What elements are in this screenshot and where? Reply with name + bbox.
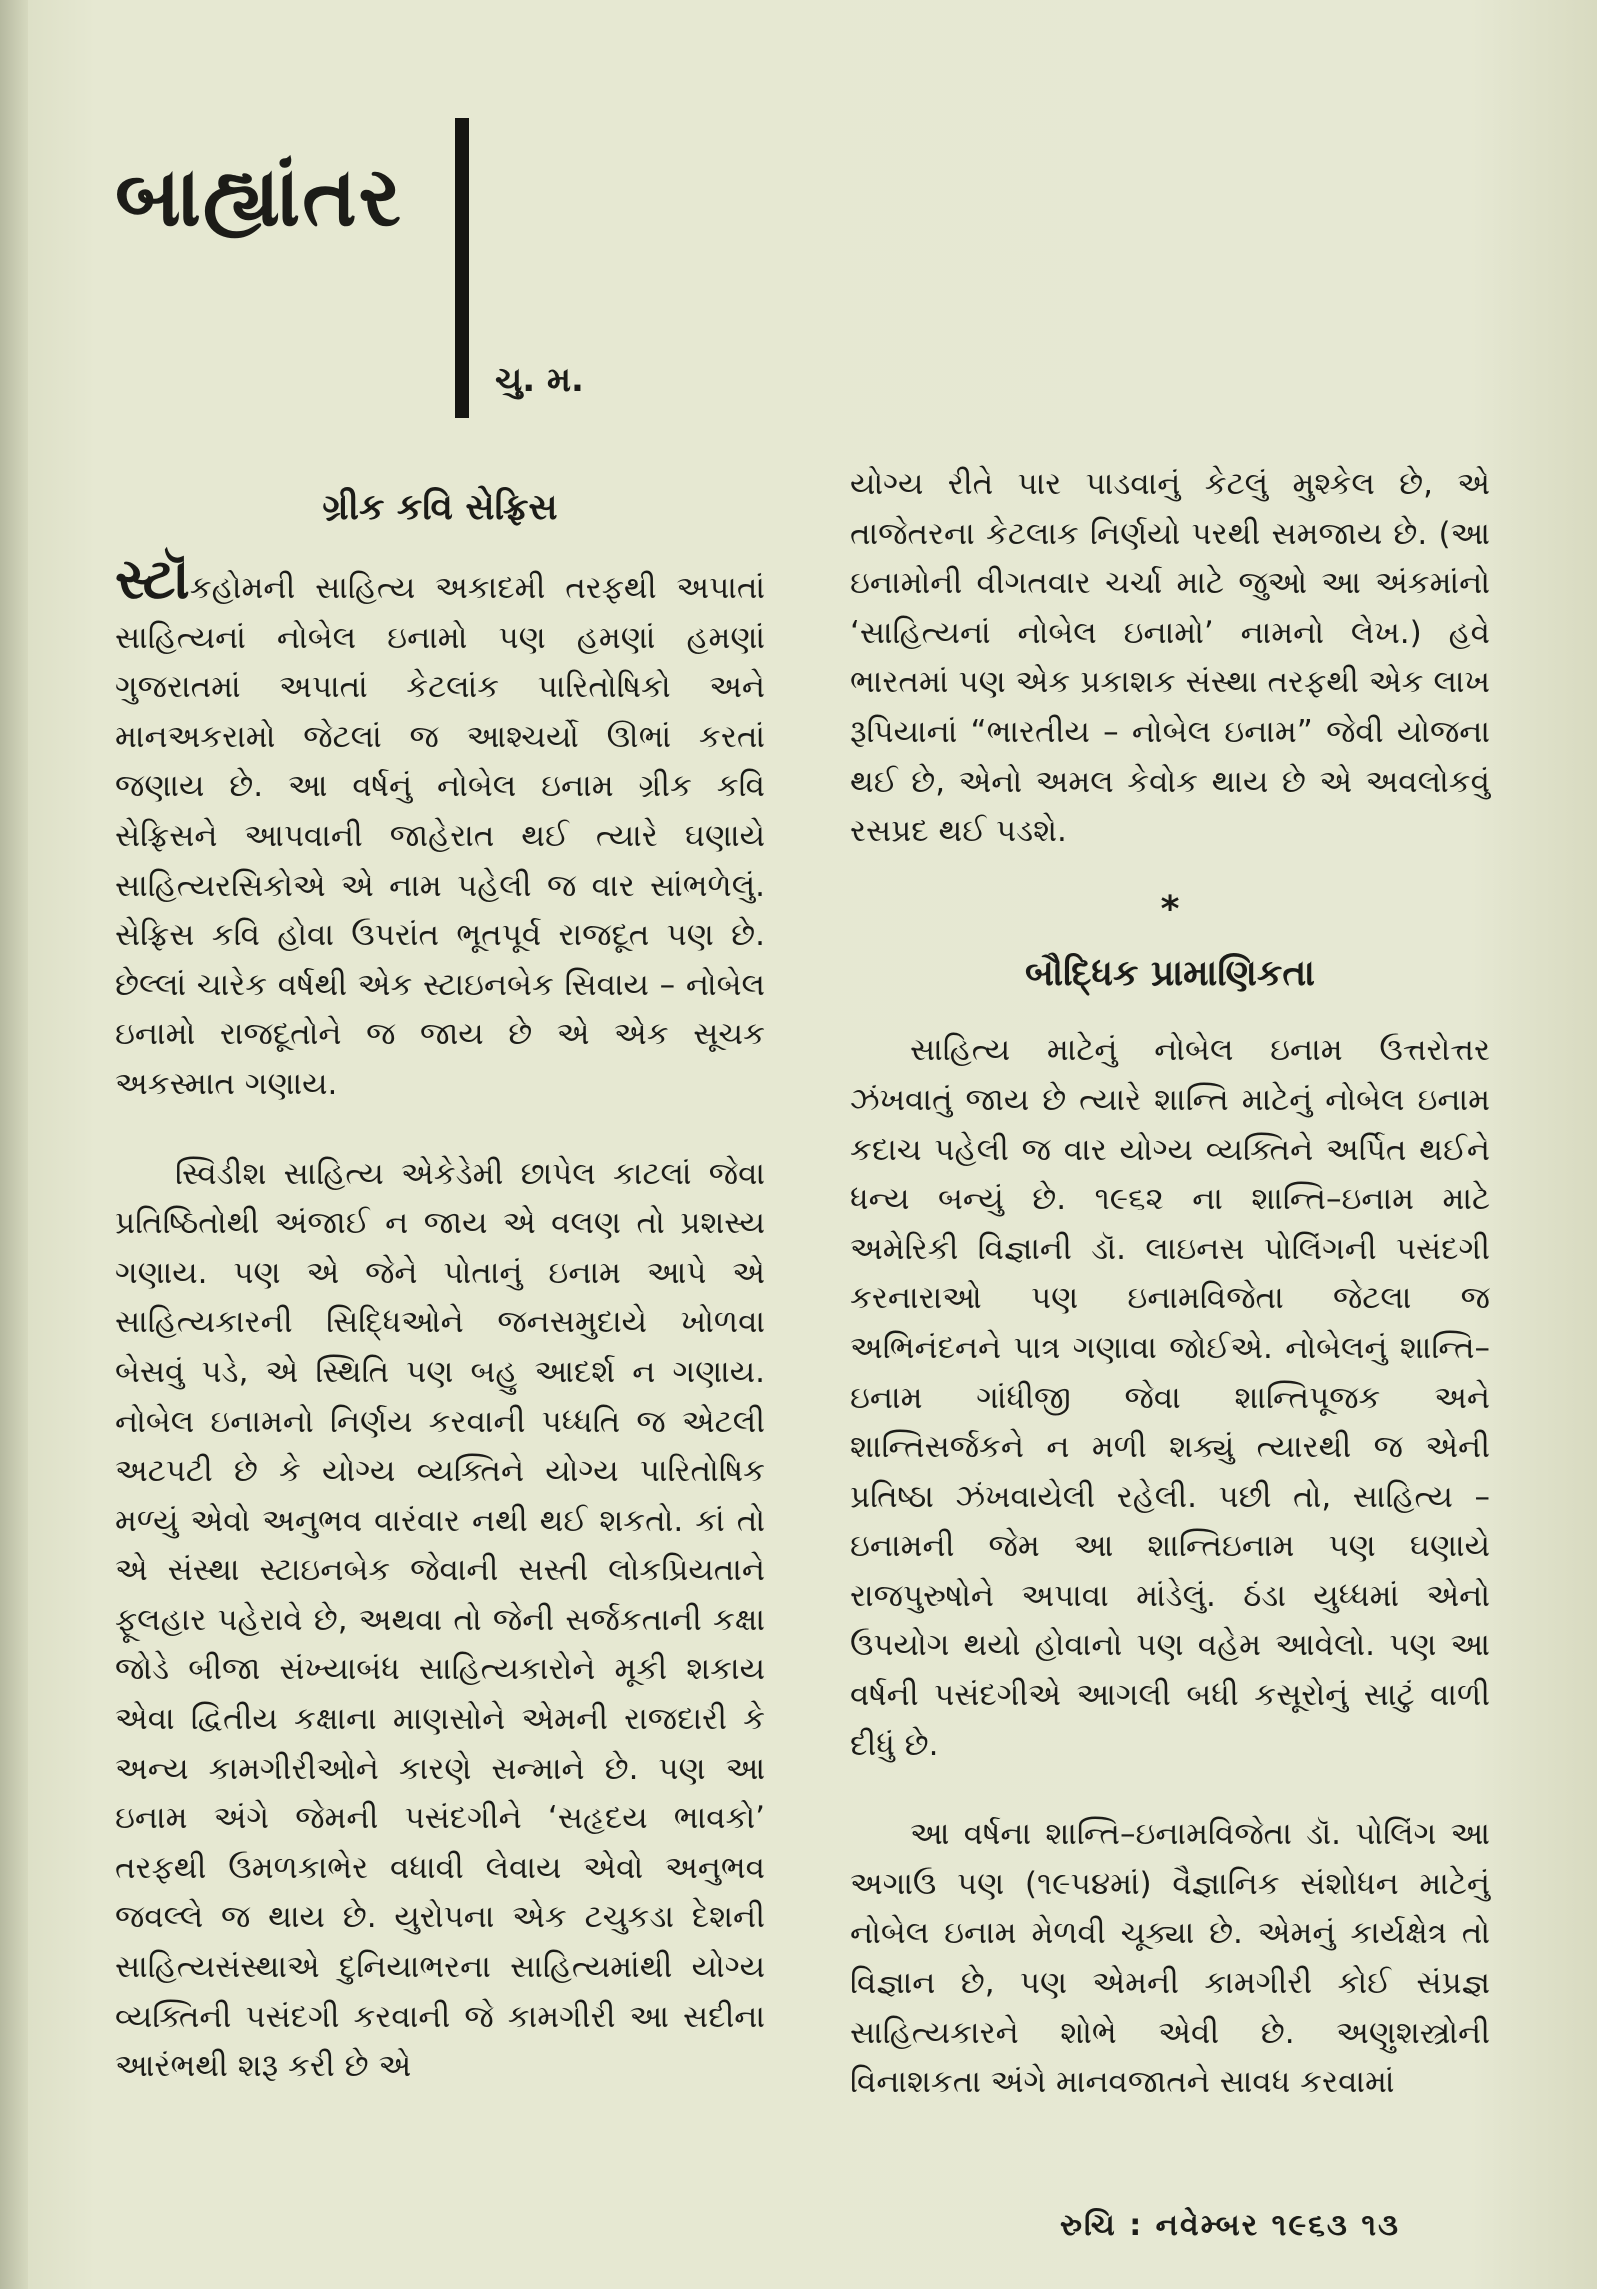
page-gutter-shadow bbox=[0, 0, 28, 2289]
paragraph-swedish-academy: સ્વિડીશ સાહિત્ય એકેડેમી છાપેલ કાટલાં જેવા પ્રતિષ્ઠિતોથી અંજાઈ ન જાય એ વલણ તો પ્રશસ્ય ગણાય. પણ એ જેને પોતાનું ઇનામ આપે એ સાહિત્યકારની સિદ્ધિઓને જનસમુદાયે ખોળવા બેસવું પડે, એ સ્થિતિ પણ બહુ આદર્શ ન ગણાય. નોબેલ ઇનામનો નિર્ણય કરવાની પધ્ધતિ જ એટલી અટપટી છે કે યોગ્ય વ્યક્તિને યોગ્ય પારિતોષિક મળ્યું એવો અનુભવ વારંવાર નથી થઈ શકતો. કાં તો એ સંસ્થા સ્ટાઇનબેક જેવાની સસ્તી લોકપ્રિયતાને ફૂલહાર પહેરાવે છે, અથવા તો જેની સર્જકતાની કક્ષા જોડે બીજા સંખ્યાબંધ સાહિત્યકારોને મૂકી શકાય એવા દ્વિતીય કક્ષાના માણસોને એમની રાજદારી કે અન્ય કામગીરીઓને કારણે સન્માને છે. પણ આ ઇનામ અંગે જેમની પસંદગીને ‘સહૃદય ભાવકો’ તરફથી ઉમળકાભેર વધાવી લેવાય એવો અનુભવ જવલ્લે જ થાય છે. યુરોપના એક ટચુકડા દેશની સાહિત્યસંસ્થાએ દુનિયાભરના સાહિત્યમાંથી યોગ્ય વ્યક્તિની પસંદગી કરવાની જે કામગીરી આ સદીના આરંભથી શરૂ કરી છે એ bbox=[115, 1155, 765, 2085]
author-byline: ચુ. મ. bbox=[495, 360, 584, 400]
paragraph-continuation: યોગ્ય રીતે પાર પાડવાનું કેટલું મુશ્કેલ છે, એ તાજેતરના કેટલાક નિર્ણયો પરથી સમજાય છે. (આ ઇનામોની વીગતવાર ચર્ચા માટે જુઓ આ અંકમાંનો ‘સાહિત્યનાં નોબેલ ઇનામો’ નામનો લેખ.) હવે ભારતમાં પણ એક પ્રકાશક સંસ્થા તરફથી એક લાખ રૂપિયાનાં “ભારતીય – નોબેલ ઇનામ” જેવી યોજના થઈ છે, એનો અમલ કેવોક થાય છે એ અવલોકવું રસપ્રદ થઈ પડશે. bbox=[850, 466, 1490, 850]
article-heading-seferis: ગ્રીક કવિ સેફ્રિસ bbox=[322, 487, 558, 528]
page-footer: રુચિ : નવેમ્બર ૧૯૬૩ ૧૩ bbox=[1060, 2208, 1401, 2243]
title-divider-rule bbox=[455, 118, 469, 418]
paragraph-intro bbox=[115, 547, 765, 1110]
drop-cap: સ્ટૉ bbox=[115, 547, 190, 612]
paragraph-peace-prize: સાહિત્ય માટેનું નોબેલ ઇનામ ઉત્તરોત્તર ઝંખવાતું જાય છે ત્યારે શાન્તિ માટેનું નોબેલ ઇનામ કદાચ પહેલી જ વાર યોગ્ય વ્યક્તિને અર્પિત થઈને ધન્ય બન્યું છે. ૧૯૬૨ ના શાન્તિ–ઇનામ માટે અમેરિકી વિજ્ઞાની ડૉ. લાઇનસ પોલિંગની પસંદગી કરનારાઓ પણ ઇનામવિજેતા જેટલા જ અભિનંદનને પાત્ર ગણાવા જોઈએ. નોબેલનું શાન્તિ–ઇનામ ગાંધીજી જેવા શાન્તિપૂજક અને શાન્તિસર્જકને ન મળી શક્યું ત્યારથી જ એની પ્રતિષ્ઠા ઝંખવાયેલી રહેલી. પછી તો, સાહિત્ય – ઇનામની જેમ આ શાન્તિઇનામ પણ ઘણાયે રાજપુરુષોને અપાવા માંડેલું. ઠંડા યુધ્ધમાં એનો ઉપયોગ થયો હોવાનો પણ વહેમ આવેલો. પણ આ વર્ષની પસંદગીએ આગલી બધી કસૂરોનું સાટું વાળી દીધું છે. bbox=[850, 1032, 1490, 1763]
masthead bbox=[115, 150, 403, 246]
right-column bbox=[850, 460, 1490, 2108]
section-separator: * bbox=[1160, 888, 1180, 930]
paragraph-intro-text: કહોમની સાહિત્ય અકાદમી તરફથી અપાતાં સાહિત્યનાં નોબેલ ઇનામો પણ હમણાં હમણાં ગુજરાતમાં અપાતાં કેટલાંક પારિતોષિકો અને માનઅકરામો જેટલાં જ આશ્ચર્યો ઊભાં કરતાં જણાય છે. આ વર્ષનું નોબેલ ઇનામ ગ્રીક કવિ સેફ્રિસને આપવાની જાહેરાત થઈ ત્યારે ઘણાયે સાહિત્યરસિકોએ એ નામ પહેલી જ વાર સાંભળેલું. સેફ્રિસ કવિ હોવા ઉપરાંત ભૂતપૂર્વ રાજદૂત પણ છે. છેલ્લાં ચારેક વર્ષથી એક સ્ટાઇનબેક સિવાય – નોબેલ ઇનામો રાજદૂતોને જ જાય છે એ એક સૂચક અકસ્માત ગણાય. bbox=[115, 570, 765, 1102]
article-heading-integrity: બૌદ્ધિક પ્રામાણિકતા bbox=[1024, 953, 1316, 995]
section-title: બાહ્યાંતર bbox=[115, 150, 403, 245]
left-column bbox=[115, 478, 765, 2092]
paragraph-pauling: આ વર્ષના શાન્તિ–ઇનામવિજેતા ડૉ. પોલિંગ આ અગાઉ પણ (૧૯૫૪માં) વૈજ્ઞાનિક સંશોધન માટેનું નોબેલ ઇનામ મેળવી ચૂક્યા છે. એમનું કાર્યક્ષેત્ર તો વિજ્ઞાન છે, પણ એમની કામગીરી કોઈ સંપ્રજ્ઞ સાહિત્યકારને શોભે એવી છે. અણુશસ્ત્રોની વિનાશકતા અંગે માનવજાતને સાવધ કરવામાં bbox=[850, 1816, 1490, 2101]
